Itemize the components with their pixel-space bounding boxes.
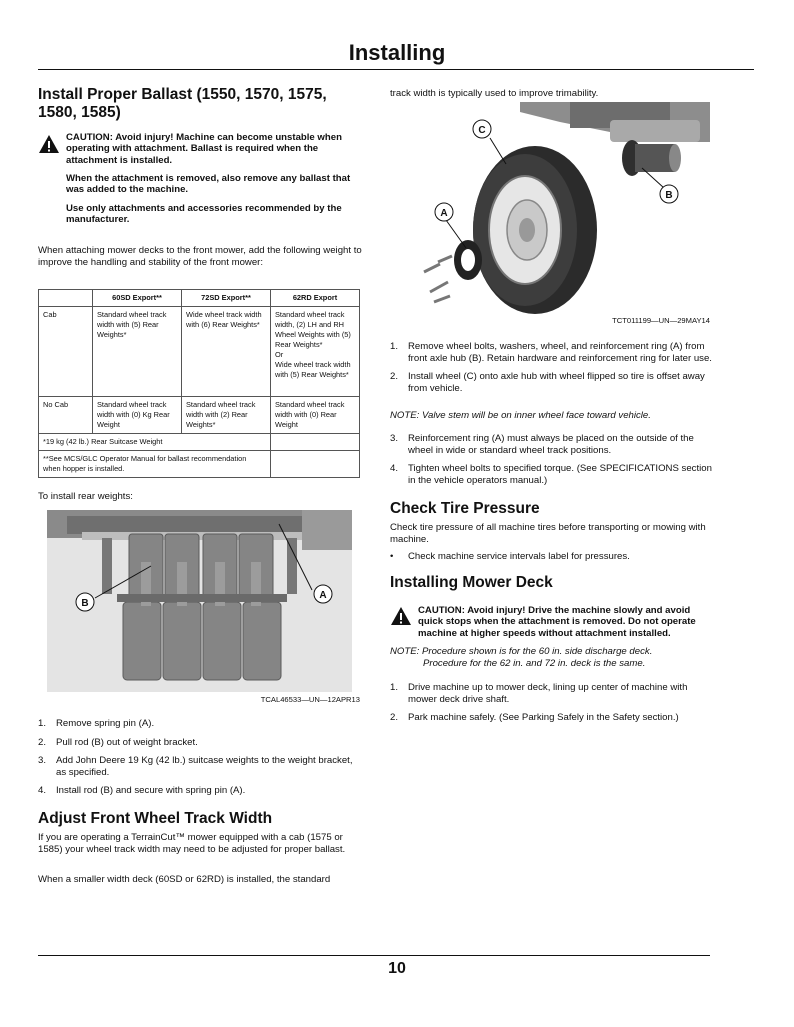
- list-item: 4. Install rod (B) and secure with spring pin (A).: [38, 785, 246, 797]
- table-cell: Cab: [39, 307, 93, 397]
- list-item: 3. Reinforcement ring (A) must always be placed on the outside of the wheel in wide or standard wheel track positions.: [390, 433, 694, 456]
- table-row: [39, 397, 360, 434]
- table-cell: No Cab: [39, 397, 93, 434]
- reinforcement-ring: [454, 240, 482, 280]
- note-line-2: Procedure for the 62 in. and 72 in. deck is the same.: [423, 657, 646, 669]
- step-text: Install wheel (C) onto axle hub with wheel flipped so tire is offset away from vehicle.: [408, 371, 705, 394]
- tire-pressure-bullet: [390, 551, 715, 563]
- warning-icon: [390, 606, 412, 626]
- bullet-text: Check machine service intervals label for pressures.: [408, 551, 630, 562]
- note-line-1: NOTE: Procedure shown is for the 60 in. side discharge deck.: [390, 646, 653, 657]
- step-text: Add John Deere 19 Kg (42 lb.) suitcase weights to the weight bracket, as specified.: [56, 755, 353, 778]
- table-footnote-row: [39, 451, 360, 478]
- callout-a-label: A: [319, 590, 327, 601]
- step-text: Pull rod (B) out of weight bracket.: [56, 736, 198, 748]
- header-rule: [38, 69, 754, 70]
- step-text: Remove spring pin (A).: [56, 718, 155, 729]
- wheel-steps: [390, 341, 715, 394]
- rear-weights-intro: To install rear weights:: [38, 491, 133, 502]
- table-cell: Wide wheel track width with (6) Rear Weights*: [182, 307, 271, 397]
- list-item: 3. Add John Deere 19 Kg (42 lb.) suitcase weights to the weight bracket, as specified.: [38, 755, 353, 778]
- table-row: [39, 307, 360, 397]
- callout-b-label: B: [81, 598, 89, 609]
- callout-a-label: A: [440, 208, 448, 219]
- step-text: Reinforcement ring (A) must always be placed on the outside of the wheel in wide or standard wheel track positions.: [408, 433, 694, 456]
- tire-pressure-heading: Check Tire Pressure: [390, 500, 540, 517]
- wheel-steps-continued: [390, 433, 715, 486]
- wheel-installation-illustration: [410, 102, 710, 314]
- tire-pressure-paragraph: Check tire pressure of all machine tires before transporting or mowing with machine.: [390, 522, 706, 545]
- step-text: Install rod (B) and secure with spring pin (A).: [56, 785, 246, 797]
- track-paragraph-1: If you are operating a TerrainCut™ mower equipped with a cab (1575 or 1585) your wheel track width may need to be adjusted for proper ballast.: [38, 832, 346, 855]
- list-item: 2. Park machine safely. (See Parking Safely in the Safety section.): [390, 712, 679, 724]
- step-text: Remove wheel bolts, washers, wheel, and reinforcement ring (A) from front axle hub (B). Retain hardware and reinforcement ring for later use.: [408, 341, 712, 364]
- list-item: 1. Remove spring pin (A).: [38, 718, 155, 729]
- table-cell: Standard wheel track width, (2) LH and RH Wheel Weights with (5) Rear Weights* Or Wide wheel track width with (5) Rear Weights*: [271, 307, 360, 397]
- table-cell: Standard wheel track width with (2) Rear Weights*: [182, 397, 271, 434]
- ballast-caution-1: CAUTION: Avoid injury! Machine can become unstable when operating with attachment. Ballast is required when the attachment is installed.: [66, 132, 342, 166]
- table-header-cell: 72SD Export**: [182, 290, 271, 307]
- step-text: Tighten wheel bolts to specified torque. (See SPECIFICATIONS section in the vehicle operators manual.): [408, 463, 712, 486]
- list-item: 1. Remove wheel bolts, washers, wheel, and reinforcement ring (A) from front axle hub (B). Retain hardware and reinforcement ring for later use.: [390, 341, 712, 364]
- mower-deck-heading: Installing Mower Deck: [390, 574, 553, 591]
- wheel-figure-caption: TCT011199—UN—29MAY14: [612, 316, 710, 325]
- tire: [473, 146, 597, 314]
- ballast-intro: When attaching mower decks to the front mower, add the following weight to improve the handling and stability of the front mower:: [38, 245, 362, 268]
- table-footnote: *19 kg (42 lb.) Rear Suitcase Weight: [39, 434, 271, 451]
- list-item: 1. Drive machine up to mower deck, lining up center of machine with mower deck drive shaft.: [390, 682, 688, 705]
- valve-stem-note: NOTE: Valve stem will be on inner wheel face toward vehicle.: [390, 410, 651, 421]
- mower-deck-note: [390, 646, 715, 669]
- table-header-cell: 62RD Export: [271, 290, 360, 307]
- table-footnote-row: [39, 434, 360, 451]
- table-header-row: [39, 290, 360, 307]
- ballast-caution-3: Use only attachments and accessories recommended by the manufacturer.: [66, 203, 342, 226]
- step-text: Park machine safely. (See Parking Safely in the Safety section.): [408, 712, 679, 724]
- step-text: Drive machine up to mower deck, lining up center of machine with mower deck drive shaft.: [408, 682, 688, 705]
- mower-deck-steps: [390, 682, 715, 724]
- table-header-cell: 60SD Export**: [93, 290, 182, 307]
- rear-weights-illustration: [47, 510, 352, 692]
- list-item: 4. Tighten wheel bolts to specified torque. (See SPECIFICATIONS section in the vehicle operators manual.): [390, 463, 712, 486]
- ballast-heading: [38, 86, 368, 122]
- ballast-table: [38, 289, 360, 478]
- list-item: 2. Pull rod (B) out of weight bracket.: [38, 736, 198, 748]
- axle-hub: [622, 140, 681, 176]
- ballast-heading-line1: Install Proper Ballast (1550, 1570, 1575,: [38, 86, 327, 103]
- ballast-heading-line2: 1580, 1585): [38, 104, 121, 121]
- table-header-cell: [39, 290, 93, 307]
- page-title: Installing: [348, 40, 446, 65]
- mower-deck-caution: CAUTION: Avoid injury! Drive the machine slowly and avoid quick stops when the attachment is removed. Do not operate machine at higher speeds without attachment installed.: [418, 605, 696, 639]
- bullet-marker: •: [390, 551, 394, 562]
- table-cell-empty: [271, 434, 360, 451]
- list-item: 2. Install wheel (C) onto axle hub with wheel flipped so tire is offset away from vehicle.: [390, 371, 705, 394]
- table-cell: Standard wheel track width with (0) Kg Rear Weight: [93, 397, 182, 434]
- page-number: 10: [388, 960, 406, 977]
- table-cell: Standard wheel track width with (5) Rear Weights*: [93, 307, 182, 397]
- rear-weights-steps: [38, 718, 358, 797]
- table-cell-empty: [271, 451, 360, 478]
- table-cell: Standard wheel track width with (0) Rear Weight: [271, 397, 360, 434]
- table-footnote: **See MCS/GLC Operator Manual for ballast recommendation when hopper is installed.: [39, 451, 271, 478]
- track-paragraph-2-continued: track width is typically used to improve trimability.: [390, 88, 599, 99]
- callout-b-label: B: [665, 190, 673, 201]
- footer-rule: [38, 955, 710, 956]
- rear-weights-figure-caption: TCAL46533—UN—12APR13: [260, 695, 360, 704]
- warning-icon: [38, 134, 60, 154]
- track-paragraph-2: When a smaller width deck (60SD or 62RD) is installed, the standard: [38, 874, 331, 885]
- track-heading: Adjust Front Wheel Track Width: [38, 810, 273, 827]
- callout-c-label: C: [478, 125, 486, 136]
- ballast-caution-2: When the attachment is removed, also remove any ballast that was added to the machine.: [66, 173, 351, 196]
